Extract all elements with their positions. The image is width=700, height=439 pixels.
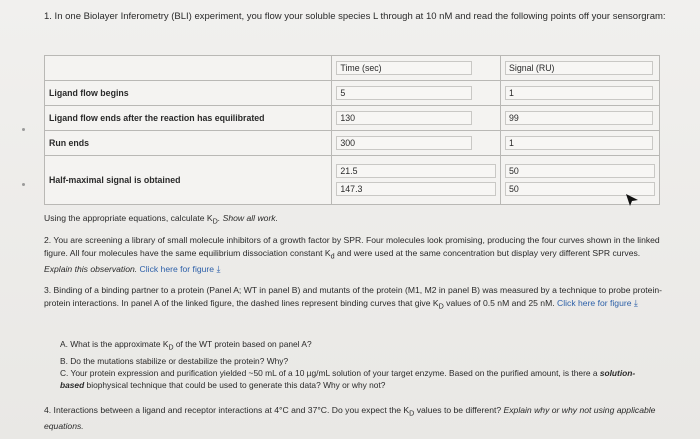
signal-value-input[interactable]: 99 (505, 111, 653, 125)
margin-dot (22, 183, 25, 186)
part-a: A. What is the approximate $K_D$ of the WT protein based on panel A? (60, 339, 312, 352)
part-c: C. Your protein expression and purification yielded ~50 mL of a 10 µg/mL solution of your target enzyme. Based on the purified amount, is there a solution-based biophysical technique that could be used to generate this data? Why or why not? (60, 367, 636, 390)
part-c-emphasis: solution-based (60, 367, 636, 390)
subscript: D (438, 302, 444, 311)
sensorgram-table (44, 55, 660, 205)
question-2-text: 2. You are screening a library of small molecule inhibitors of a growth factor by SPR. Four molecules look promising, producing the four curves shown in the linked figure. All four molecules have the same equilibrium dissociation constant K (44, 235, 660, 258)
table-header-signal (501, 56, 660, 81)
table-row (45, 131, 660, 156)
signal-value-input[interactable]: 50 (505, 182, 655, 196)
instruction-text: Using the appropriate equations, calculate K (44, 213, 213, 223)
table-header-time (332, 56, 501, 81)
question-3-parts (60, 338, 650, 391)
question-3-text-cont: values of 0.5 nM and 25 nM. (443, 297, 557, 308)
margin-dot (22, 128, 25, 131)
figure-link[interactable]: Click here for figure (557, 297, 632, 308)
time-header-label: Time (sec) (336, 61, 472, 75)
question-1-instruction (44, 212, 664, 228)
row-label: Half-maximal signal is obtained (45, 156, 332, 205)
signal-header-label: Signal (RU) (505, 61, 653, 75)
part-b: B. Do the mutations stabilize or destabilize the protein? Why? (60, 355, 289, 366)
signal-value-input[interactable]: 50 (505, 164, 655, 178)
time-value-input[interactable]: 300 (336, 136, 472, 150)
time-value-input[interactable]: 5 (336, 86, 472, 100)
question-4 (44, 404, 664, 433)
question-3-text: 3. Binding of a binding partner to a protein (Panel A; WT in panel B) and mutants of the protein (M1, M2 in panel B) was measured by a technique to probe protein-protein interactions. In panel A of the linked figure, the dashed lines represent binding curves that give K (44, 285, 662, 308)
subscript: D (212, 217, 218, 226)
question-2-text-cont: and were used at the same concentration but display very different SPR curves. (334, 247, 641, 258)
question-4-text-cont: values to be different? (414, 405, 504, 415)
subscript: d (330, 252, 335, 261)
table-row (45, 106, 660, 131)
download-icon[interactable]: ⤓ (633, 297, 638, 308)
subscript: D (168, 344, 174, 352)
row-label: Run ends (45, 131, 332, 156)
mouse-cursor-icon (625, 193, 639, 207)
question-2 (44, 234, 664, 275)
question-4-emphasis: Explain why or why not using applicable equations. (44, 405, 656, 432)
table-row (45, 156, 660, 205)
download-icon[interactable]: ⤓ (216, 263, 221, 274)
subscript: D (409, 409, 415, 418)
signal-value-input[interactable]: 1 (505, 86, 653, 100)
table-row (45, 81, 660, 106)
table-header-row (45, 56, 660, 81)
time-value-input[interactable]: 21.5 (336, 164, 496, 178)
question-2-emphasis: Explain this observation. (44, 263, 138, 274)
question-1-prompt (44, 10, 684, 23)
time-value-input[interactable]: 147.3 (336, 182, 496, 196)
table-header-empty (45, 56, 332, 81)
row-label: Ligand flow ends after the reaction has equilibrated (45, 106, 332, 131)
question-4-text: 4. Interactions between a ligand and receptor interactions at 4°C and 37°C. Do you expect the K (44, 405, 410, 415)
time-value-input[interactable]: 130 (336, 111, 472, 125)
signal-value-input[interactable]: 1 (505, 136, 653, 150)
instruction-emphasis: . Show all work. (217, 213, 278, 223)
question-3 (44, 284, 664, 313)
row-label: Ligand flow begins (45, 81, 332, 106)
question-1-text: 1. In one Biolayer Inferometry (BLI) experiment, you flow your soluble species L through at 10 nM and read the following points off your sensorgram: (44, 11, 666, 22)
figure-link[interactable]: Click here for figure (139, 263, 215, 274)
